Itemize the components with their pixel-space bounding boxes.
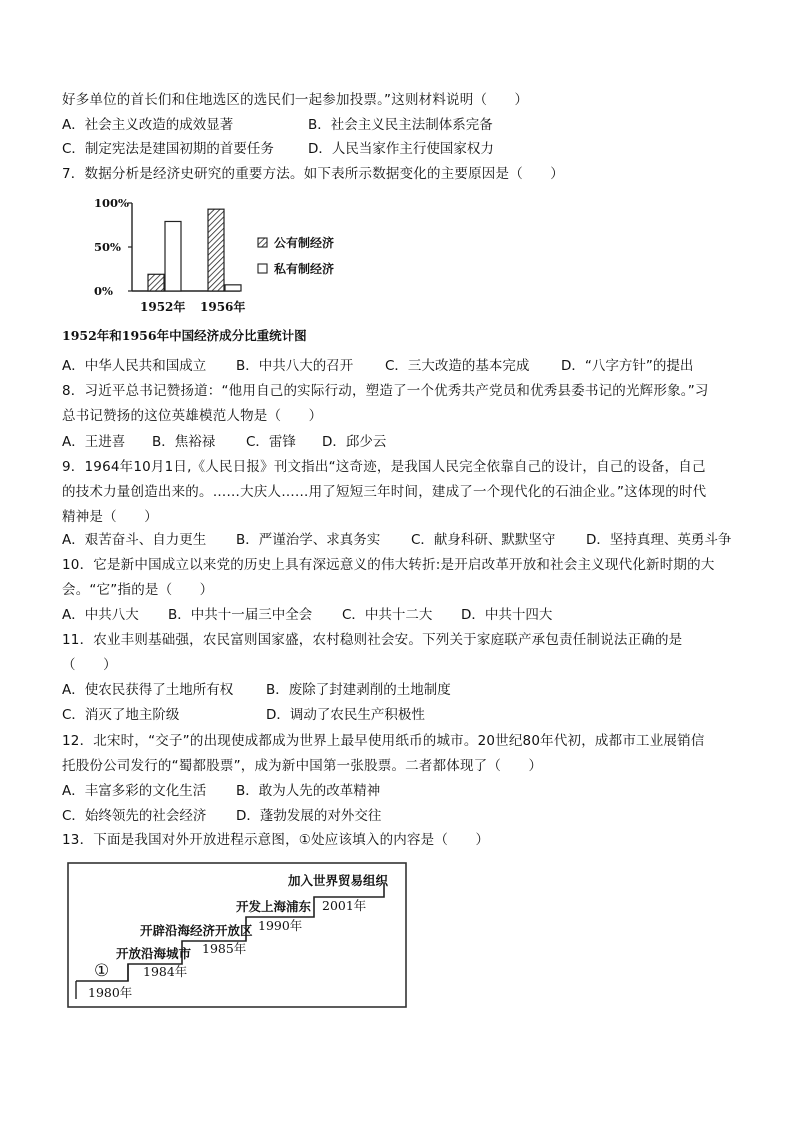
q11-option-a: A．使农民获得了土地所有权 [62, 682, 234, 698]
q10-option-c: C．中共十二大 [342, 607, 433, 623]
q9-option-c: C．献身科研、默默坚守 [411, 532, 556, 548]
step-2001-label: 加入世界贸易组织 [288, 873, 389, 888]
step-blank-marker: ① [94, 961, 110, 981]
q7-chart-caption: 1952年和1956年中国经济成分比重统计图 [62, 328, 307, 343]
q11-option-d: D．调动了农民生产积极性 [266, 707, 425, 723]
y-tick-label: 100% [94, 196, 129, 210]
q8-stem-line1: 8．习近平总书记赞扬道：“他用自己的实际行动，塑造了一个优秀共产党员和优秀县委书记的光辉形象。”习 [62, 383, 709, 399]
step-2001-year: 2001年 [322, 898, 367, 913]
q13-stem: 13．下面是我国对外开放进程示意图，①处应该填入的内容是（ ） [62, 832, 490, 848]
step-1985-label: 开辟沿海经济开放区 [140, 923, 253, 938]
opening-up-staircase-diagram [66, 861, 410, 1011]
q11-option-b: B．废除了封建剥削的土地制度 [266, 682, 451, 698]
q11-stem-line2: （ ） [62, 657, 117, 673]
q6-option-c: C．制定宪法是建国初期的首要任务 [62, 141, 274, 157]
step-1980-year: 1980年 [88, 985, 133, 1000]
q7-option-c: C．三大改造的基本完成 [385, 358, 530, 374]
q7-option-d: D．“八字方针”的提出 [561, 358, 694, 374]
legend-label: 公有制经济 [274, 236, 335, 250]
step-1984-year: 1984年 [143, 964, 188, 979]
q8-option-c: C．雷锋 [246, 434, 296, 450]
q12-option-c: C．始终领先的社会经济 [62, 808, 207, 824]
q6-option-b: B．社会主义民主法制体系完备 [308, 117, 493, 133]
q10-option-a: A．中共八大 [62, 607, 139, 623]
q10-option-d: D．中共十四大 [461, 607, 553, 623]
q12-option-d: D．蓬勃发展的对外交往 [236, 808, 382, 824]
q8-option-b: B．焦裕禄 [152, 434, 216, 450]
q8-stem-line2: 总书记赞扬的这位英雄模范人物是（ ） [62, 408, 323, 424]
step-1984-label: 开放沿海城市 [116, 946, 192, 961]
q8-option-d: D．邱少云 [322, 434, 387, 450]
q7-option-b: B．中共八大的召开 [236, 358, 354, 374]
bar-private-economy [225, 285, 241, 291]
legend-swatch-public [258, 238, 267, 247]
step-1990-year: 1990年 [258, 918, 303, 933]
q7-stem: 7．数据分析是经济史研究的重要方法。如下表所示数据变化的主要原因是（ ） [62, 166, 564, 182]
step-1990-label: 开发上海浦东 [236, 899, 312, 914]
q9-stem-line1: 9．1964年10月1日,《人民日报》刊文指出“这奇迹，是我国人民完全依靠自己的设计，自己的设备，自己 [62, 459, 706, 475]
q12-option-a: A．丰富多彩的文化生活 [62, 783, 207, 799]
q12-stem-line2: 托股份公司发行的“蜀都股票”，成为新中国第一张股票。二者都体现了（ ） [62, 758, 543, 774]
q7-option-a: A．中华人民共和国成立 [62, 358, 207, 374]
q9-option-d: D．坚持真理、英勇斗争 [586, 532, 732, 548]
legend-label: 私有制经济 [274, 262, 335, 276]
x-tick-label: 1952年 [140, 300, 186, 314]
q9-option-a: A．艰苦奋斗、自力更生 [62, 532, 207, 548]
q6-option-d: D．人民当家作主行使国家权力 [308, 141, 494, 157]
q10-stem-line1: 10．它是新中国成立以来党的历史上具有深远意义的伟大转折:是开启改革开放和社会主义现代化新时期的大 [62, 557, 715, 573]
bar-public-economy [208, 209, 224, 291]
q9-stem-line2: 的技术力量创造出来的。……大庆人……用了短短三年时间，建成了一个现代化的石油企业。”这体现的时代 [62, 484, 707, 500]
legend-swatch-private [258, 264, 267, 273]
x-tick-label: 1956年 [200, 300, 246, 314]
q9-stem-line3: 精神是（ ） [62, 509, 158, 525]
q10-option-b: B．中共十一届三中全会 [168, 607, 313, 623]
q12-stem-line1: 12．北宋时，“交子”的出现使成都成为世界上最早使用纸币的城市。20世纪80年代初，成都市工业展销信 [62, 733, 705, 749]
y-tick-label: 50% [94, 240, 121, 254]
q11-stem-line1: 11．农业丰则基础强，农民富则国家盛，农村稳则社会安。下列关于家庭联产承包责任制说法正确的是 [62, 632, 683, 648]
q8-option-a: A．王进喜 [62, 434, 126, 450]
y-tick-label: 0% [94, 284, 113, 298]
q10-stem-line2: 会。“它”指的是（ ） [62, 582, 214, 598]
q6-stem-continuation: 好多单位的首长们和住地选区的选民们一起参加投票。”这则材料说明（ ） [62, 92, 529, 108]
q11-option-c: C．消灭了地主阶级 [62, 707, 180, 723]
q12-option-b: B．敢为人先的改革精神 [236, 783, 381, 799]
bar-private-economy [165, 221, 181, 291]
q6-option-a: A．社会主义改造的成效显著 [62, 117, 234, 133]
bar-public-economy [148, 274, 164, 291]
q9-option-b: B．严谨治学、求真务实 [236, 532, 381, 548]
step-1985-year: 1985年 [202, 941, 247, 956]
economy-bar-chart [86, 190, 366, 320]
